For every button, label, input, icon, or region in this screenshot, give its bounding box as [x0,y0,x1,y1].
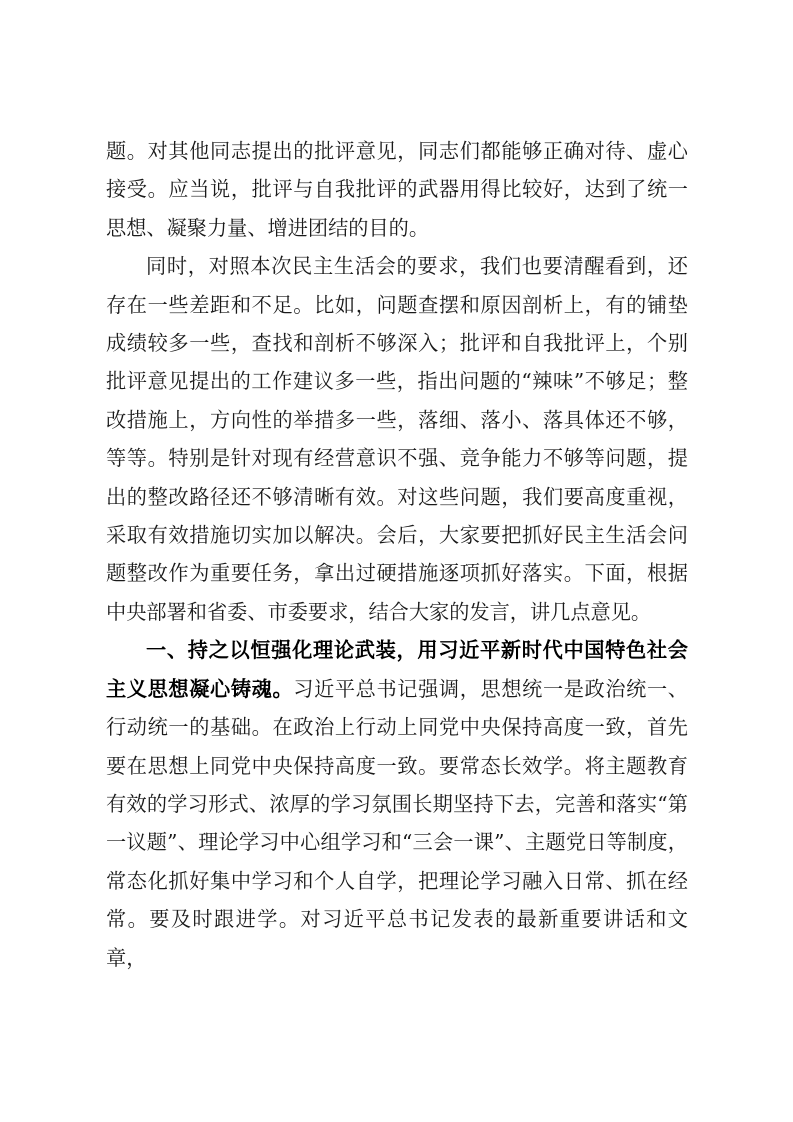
section-1-body: 习近平总书记强调，思想统一是政治统一、行动统一的基础。在政治上行动上同党中央保持高度一致，首先要在思想上同党中央保持高度一致。要常态长效学。将主题教育有效的学习形式、浓厚的学习氛围长期坚持下去，完善和落实“第一议题”、理论学习中心组学习和“三会一课”、主题党日等制度，常态化抓好集中学习和个人自学，把理论学习融入日常、抓在经常。要及时跟进学。对习近平总书记发表的最新重要讲话和文章， [106,676,688,970]
section-1-heading: 一、持之以恒强化理论武装，用习近平新时代中国特色社会主义思想凝心铸魂。 [106,638,688,701]
paragraph-section-1 [106,631,688,977]
paragraph-shortcomings: 同时，对照本次民主生活会的要求，我们也要清醒看到，还存在一些差距和不足。比如，问题查摆和原因剖析上，有的铺垫成绩较多一些，查找和剖析不够深入；批评和自我批评上，个别批评意见提出的工作建议多一些，指出问题的“辣味”不够足；整改措施上，方向性的举措多一些，落细、落小、落具体还不够，等等。特别是针对现有经营意识不强、竞争能力不够等问题，提出的整改路径还不够清晰有效。对这些问题，我们要高度重视，采取有效措施切实加以解决。会后，大家要把抓好民主生活会问题整改作为重要任务，拿出过硬措施逐项抓好落实。下面，根据中央部署和省委、市委要求，结合大家的发言，讲几点意见。 [106,254,688,624]
document-body [106,132,688,977]
paragraph-continuation: 题。对其他同志提出的批评意见，同志们都能够正确对待、虚心接受。应当说，批评与自我批评的武器用得比较好，达到了统一思想、凝聚力量、增进团结的目的。 [106,139,688,240]
